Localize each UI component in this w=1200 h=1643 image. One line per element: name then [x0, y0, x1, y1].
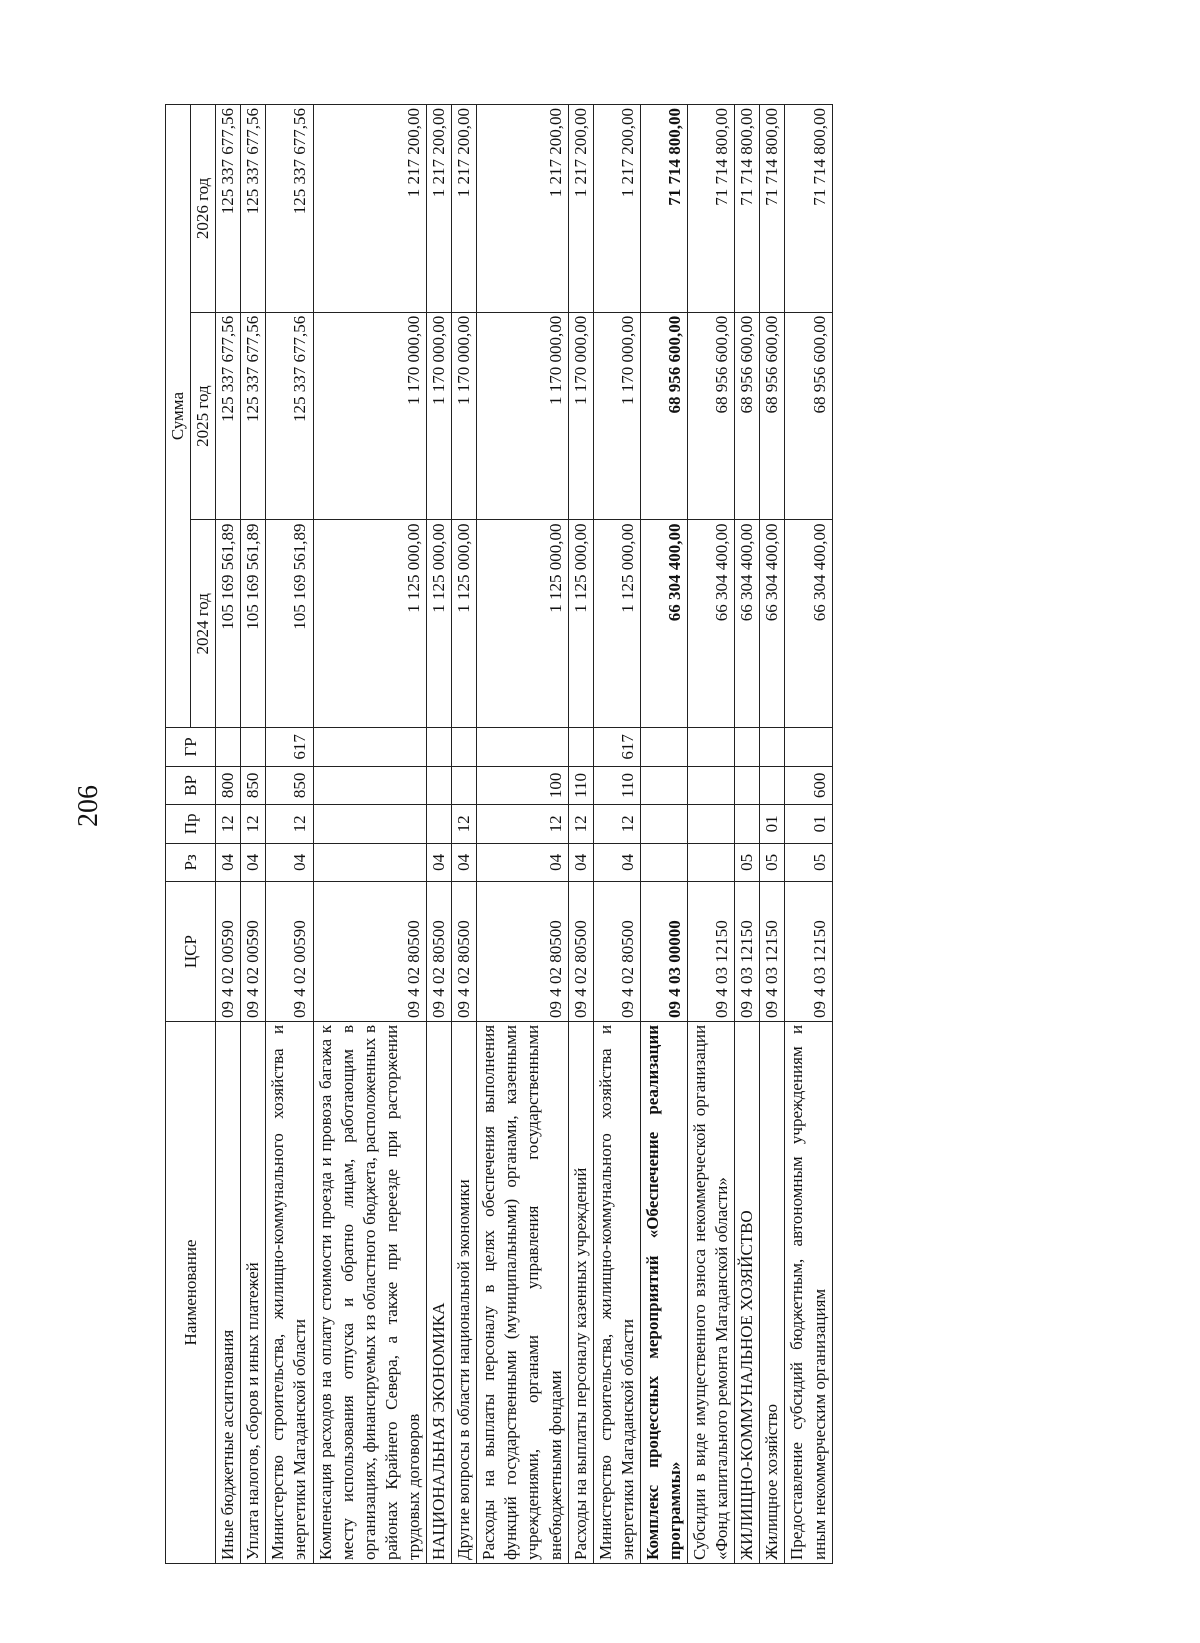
cell-name: Иные бюджетные ассигнования — [216, 1021, 241, 1563]
header-2025: 2025 год — [191, 312, 216, 520]
cell-pr — [313, 805, 426, 844]
table-row — [216, 105, 241, 1564]
cell-2026: 125 337 677,56 — [216, 105, 241, 313]
table-row — [760, 105, 785, 1564]
cell-rz: 05 — [785, 843, 832, 882]
cell-csr: 09 4 02 80500 — [313, 882, 426, 1022]
cell-2024: 1 125 000,00 — [477, 520, 568, 728]
cell-gr — [313, 728, 426, 767]
cell-vr: 600 — [785, 766, 832, 805]
cell-2025: 1 170 000,00 — [568, 312, 593, 520]
cell-2024: 66 304 400,00 — [785, 520, 832, 728]
table-row — [477, 105, 568, 1564]
header-sum: Сумма — [166, 105, 191, 728]
cell-csr: 09 4 03 12150 — [760, 882, 785, 1022]
cell-pr — [640, 805, 687, 844]
cell-2026: 71 714 800,00 — [735, 105, 760, 313]
table-row — [785, 105, 832, 1564]
cell-gr — [568, 728, 593, 767]
cell-pr: 12 — [266, 805, 313, 844]
cell-gr — [735, 728, 760, 767]
cell-2025: 1 170 000,00 — [313, 312, 426, 520]
cell-2026: 71 714 800,00 — [785, 105, 832, 313]
header-pr: Пр — [166, 805, 216, 844]
cell-name: Компенсация расходов на оплату стоимости проезда и провоза багажа к месту использования отпуска и обратно лицам, работающим в организациях, финансируемых из областного бюджета, расположенных в районах Крайнего Севера, а также при переезде при расторжении трудовых договоров — [313, 1021, 426, 1563]
cell-name: Министерство строительства, жилищно-коммунального хозяйства и энергетики Магаданской области — [593, 1021, 640, 1563]
cell-2024: 66 304 400,00 — [640, 520, 687, 728]
cell-rz: 05 — [760, 843, 785, 882]
cell-rz: 04 — [568, 843, 593, 882]
cell-2024: 1 125 000,00 — [452, 520, 477, 728]
cell-2024: 1 125 000,00 — [427, 520, 452, 728]
cell-rz: 04 — [477, 843, 568, 882]
cell-rz: 04 — [427, 843, 452, 882]
table-row — [452, 105, 477, 1564]
cell-pr: 12 — [477, 805, 568, 844]
cell-gr — [760, 728, 785, 767]
table-row — [313, 105, 426, 1564]
cell-2026: 1 217 200,00 — [477, 105, 568, 313]
cell-csr: 09 4 03 12150 — [785, 882, 832, 1022]
cell-gr: 617 — [593, 728, 640, 767]
cell-csr: 09 4 03 00000 — [640, 882, 687, 1022]
cell-vr: 850 — [266, 766, 313, 805]
cell-name: ЖИЛИЩНО-КОММУНАЛЬНОЕ ХОЗЯЙСТВО — [735, 1021, 760, 1563]
cell-2024: 66 304 400,00 — [760, 520, 785, 728]
cell-2025: 68 956 600,00 — [760, 312, 785, 520]
cell-2025: 125 337 677,56 — [241, 312, 266, 520]
header-rz: Рз — [166, 843, 216, 882]
cell-rz: 04 — [241, 843, 266, 882]
cell-csr: 09 4 02 80500 — [452, 882, 477, 1022]
cell-2026: 1 217 200,00 — [313, 105, 426, 313]
table-row — [427, 105, 452, 1564]
cell-2024: 66 304 400,00 — [735, 520, 760, 728]
cell-2026: 125 337 677,56 — [241, 105, 266, 313]
cell-2025: 125 337 677,56 — [266, 312, 313, 520]
cell-2026: 125 337 677,56 — [266, 105, 313, 313]
cell-rz: 04 — [452, 843, 477, 882]
cell-vr: 100 — [477, 766, 568, 805]
cell-gr — [688, 728, 735, 767]
cell-csr: 09 4 03 12150 — [735, 882, 760, 1022]
cell-vr — [688, 766, 735, 805]
table-row — [568, 105, 593, 1564]
cell-gr — [216, 728, 241, 767]
cell-rz — [313, 843, 426, 882]
header-vr: ВР — [166, 766, 216, 805]
page-number: 206 — [73, 785, 104, 827]
table-row — [688, 105, 735, 1564]
cell-csr: 09 4 03 12150 — [688, 882, 735, 1022]
cell-csr: 09 4 02 00590 — [216, 882, 241, 1022]
cell-2024: 105 169 561,89 — [266, 520, 313, 728]
table-row — [241, 105, 266, 1564]
cell-pr — [735, 805, 760, 844]
cell-2024: 66 304 400,00 — [688, 520, 735, 728]
cell-2025: 68 956 600,00 — [688, 312, 735, 520]
cell-pr: 12 — [216, 805, 241, 844]
cell-csr: 09 4 02 80500 — [568, 882, 593, 1022]
cell-vr — [452, 766, 477, 805]
cell-name: Расходы на выплаты персоналу в целях обеспечения выполнения функций государственными (муниципальными) органами, казенными учреждениями, органами управления государственными внебюджетными фондами — [477, 1021, 568, 1563]
cell-vr: 850 — [241, 766, 266, 805]
cell-vr — [640, 766, 687, 805]
cell-name: Уплата налогов, сборов и иных платежей — [241, 1021, 266, 1563]
header-gr: ГР — [166, 728, 216, 767]
cell-rz — [640, 843, 687, 882]
table-row — [640, 105, 687, 1564]
cell-rz — [688, 843, 735, 882]
cell-2024: 105 169 561,89 — [241, 520, 266, 728]
cell-name: Расходы на выплаты персоналу казенных учреждений — [568, 1021, 593, 1563]
cell-csr: 09 4 02 80500 — [427, 882, 452, 1022]
cell-pr — [427, 805, 452, 844]
cell-pr: 01 — [785, 805, 832, 844]
cell-2026: 1 217 200,00 — [427, 105, 452, 313]
cell-2026: 71 714 800,00 — [640, 105, 687, 313]
cell-2025: 1 170 000,00 — [477, 312, 568, 520]
cell-2026: 71 714 800,00 — [760, 105, 785, 313]
cell-pr: 12 — [593, 805, 640, 844]
table-row — [266, 105, 313, 1564]
cell-csr: 09 4 02 80500 — [477, 882, 568, 1022]
rotated-page — [165, 104, 1035, 1564]
cell-pr: 12 — [568, 805, 593, 844]
cell-name: Другие вопросы в области национальной экономики — [452, 1021, 477, 1563]
cell-gr — [640, 728, 687, 767]
cell-2025: 125 337 677,56 — [216, 312, 241, 520]
cell-name: Комплекс процессных мероприятий «Обеспечение реализации программы» — [640, 1021, 687, 1563]
cell-2025: 68 956 600,00 — [785, 312, 832, 520]
header-2026: 2026 год — [191, 105, 216, 313]
cell-pr: 01 — [760, 805, 785, 844]
cell-2024: 1 125 000,00 — [313, 520, 426, 728]
cell-csr: 09 4 02 00590 — [266, 882, 313, 1022]
cell-vr — [313, 766, 426, 805]
header-name: Наименование — [166, 1021, 216, 1563]
cell-rz: 04 — [266, 843, 313, 882]
cell-name: Жилищное хозяйство — [760, 1021, 785, 1563]
cell-2025: 1 170 000,00 — [427, 312, 452, 520]
cell-name: Министерство строительства, жилищно-коммунального хозяйства и энергетики Магаданской области — [266, 1021, 313, 1563]
cell-pr: 12 — [452, 805, 477, 844]
table-row — [735, 105, 760, 1564]
cell-vr: 110 — [593, 766, 640, 805]
cell-gr — [477, 728, 568, 767]
cell-2024: 1 125 000,00 — [568, 520, 593, 728]
cell-csr: 09 4 02 00590 — [241, 882, 266, 1022]
cell-csr: 09 4 02 80500 — [593, 882, 640, 1022]
cell-gr — [785, 728, 832, 767]
cell-pr — [688, 805, 735, 844]
table-body — [216, 105, 832, 1564]
cell-2026: 1 217 200,00 — [568, 105, 593, 313]
cell-2025: 1 170 000,00 — [593, 312, 640, 520]
cell-2025: 1 170 000,00 — [452, 312, 477, 520]
cell-vr: 800 — [216, 766, 241, 805]
cell-gr — [241, 728, 266, 767]
budget-table — [165, 104, 833, 1564]
cell-gr — [427, 728, 452, 767]
cell-name: НАЦИОНАЛЬНАЯ ЭКОНОМИКА — [427, 1021, 452, 1563]
cell-2024: 105 169 561,89 — [216, 520, 241, 728]
cell-rz: 05 — [735, 843, 760, 882]
cell-pr: 12 — [241, 805, 266, 844]
cell-rz: 04 — [593, 843, 640, 882]
cell-vr — [760, 766, 785, 805]
cell-2026: 1 217 200,00 — [452, 105, 477, 313]
cell-2025: 68 956 600,00 — [735, 312, 760, 520]
cell-rz: 04 — [216, 843, 241, 882]
cell-vr: 110 — [568, 766, 593, 805]
cell-gr: 617 — [266, 728, 313, 767]
header-2024: 2024 год — [191, 520, 216, 728]
cell-2025: 68 956 600,00 — [640, 312, 687, 520]
cell-2026: 1 217 200,00 — [593, 105, 640, 313]
cell-2026: 71 714 800,00 — [688, 105, 735, 313]
cell-2024: 1 125 000,00 — [593, 520, 640, 728]
table-row — [593, 105, 640, 1564]
cell-vr — [735, 766, 760, 805]
cell-gr — [452, 728, 477, 767]
cell-vr — [427, 766, 452, 805]
header-csr: ЦСР — [166, 882, 216, 1022]
cell-name: Субсидии в виде имущественного взноса некоммерческой организации «Фонд капитального ремонта Магаданской области» — [688, 1021, 735, 1563]
cell-name: Предоставление субсидий бюджетным, автономным учреждениям и иным некоммерческим организациям — [785, 1021, 832, 1563]
